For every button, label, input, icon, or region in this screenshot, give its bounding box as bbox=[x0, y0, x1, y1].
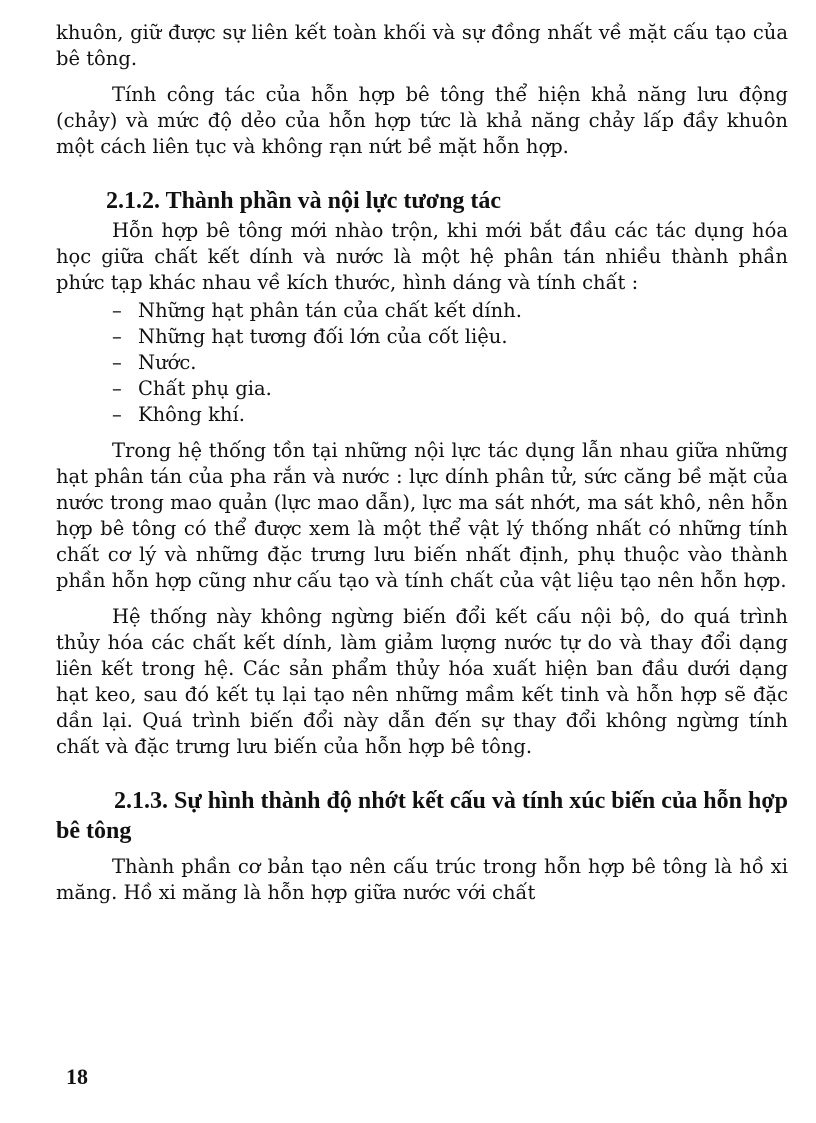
page-number: 18 bbox=[66, 1064, 88, 1089]
list-item-text: Những hạt phân tán của chất kết dính. bbox=[138, 299, 522, 322]
list-dash: – bbox=[112, 325, 122, 348]
section-2-1-3-heading: 2.1.3. Sự hình thành độ nhớt kết cấu và tính xúc biến của hỗn hợp bê tông bbox=[56, 788, 788, 844]
section-2-1-2-paragraph-1: Hỗn hợp bê tông mới nhào trộn, khi mới bắt đầu các tác dụng hóa học giữa chất kết dính và nước là một hệ phân tán nhiều thành phần phức tạp khác nhau về kích thước, hình dáng và tính chất : bbox=[56, 219, 788, 294]
list-item-text: Chất phụ gia. bbox=[138, 377, 272, 400]
list-item-text: Không khí. bbox=[138, 403, 245, 426]
list-item bbox=[112, 350, 788, 376]
list-item bbox=[112, 402, 788, 428]
section-2-1-2-paragraph-2: Trong hệ thống tồn tại những nội lực tác dụng lẫn nhau giữa những hạt phân tán của pha rắn và nước : lực dính phân tử, sức căng bề mặt của nước trong mao quản (lực mao dẫn), lực ma sát nhớt, ma sát khô, nên hỗn hợp bê tông có thể được xem là một thể vật lý thống nhất có những tính chất cơ lý và những đặc trưng lưu biến nhất định, phụ thuộc vào thành phần hỗn hợp cũng như cấu tạo và tính chất của vật liệu tạo nên hỗn hợp. bbox=[56, 439, 788, 592]
list-item-text: Những hạt tương đối lớn của cốt liệu. bbox=[138, 325, 508, 348]
book-page bbox=[56, 20, 788, 906]
components-list bbox=[112, 298, 788, 428]
intro-paragraph-1: khuôn, giữ được sự liên kết toàn khối và sự đồng nhất về mặt cấu tạo của bê tông. bbox=[56, 21, 788, 70]
list-dash: – bbox=[112, 377, 122, 400]
list-dash: – bbox=[112, 299, 122, 322]
section-2-1-3-paragraph-1: Thành phần cơ bản tạo nên cấu trúc trong hỗn hợp bê tông là hồ xi măng. Hồ xi măng là hỗn hợp giữa nước với chất bbox=[56, 855, 788, 904]
list-dash: – bbox=[112, 403, 122, 426]
section-2-1-2-paragraph-3: Hệ thống này không ngừng biến đổi kết cấu nội bộ, do quá trình thủy hóa các chất kết dính, làm giảm lượng nước tự do và thay đổi dạng liên kết trong hệ. Các sản phẩm thủy hóa xuất hiện ban đầu dưới dạng hạt keo, sau đó kết tụ lại tạo nên những mầm kết tinh và hỗn hợp sẽ đặc dần lại. Quá trình biến đổi này dẫn đến sự thay đổi không ngừng tính chất và đặc trưng lưu biến của hỗn hợp bê tông. bbox=[56, 605, 788, 758]
intro-paragraph-2: Tính công tác của hỗn hợp bê tông thể hiện khả năng lưu động (chảy) và mức độ dẻo của hỗn hợp tức là khả năng chảy lấp đầy khuôn một cách liên tục và không rạn nứt bề mặt hỗn hợp. bbox=[56, 83, 788, 158]
section-2-1-2-heading: 2.1.2. Thành phần và nội lực tương tác bbox=[106, 188, 502, 214]
list-item bbox=[112, 298, 788, 324]
list-item bbox=[112, 324, 788, 350]
list-item-text: Nước. bbox=[138, 351, 197, 374]
list-dash: – bbox=[112, 351, 122, 374]
list-item bbox=[112, 376, 788, 402]
